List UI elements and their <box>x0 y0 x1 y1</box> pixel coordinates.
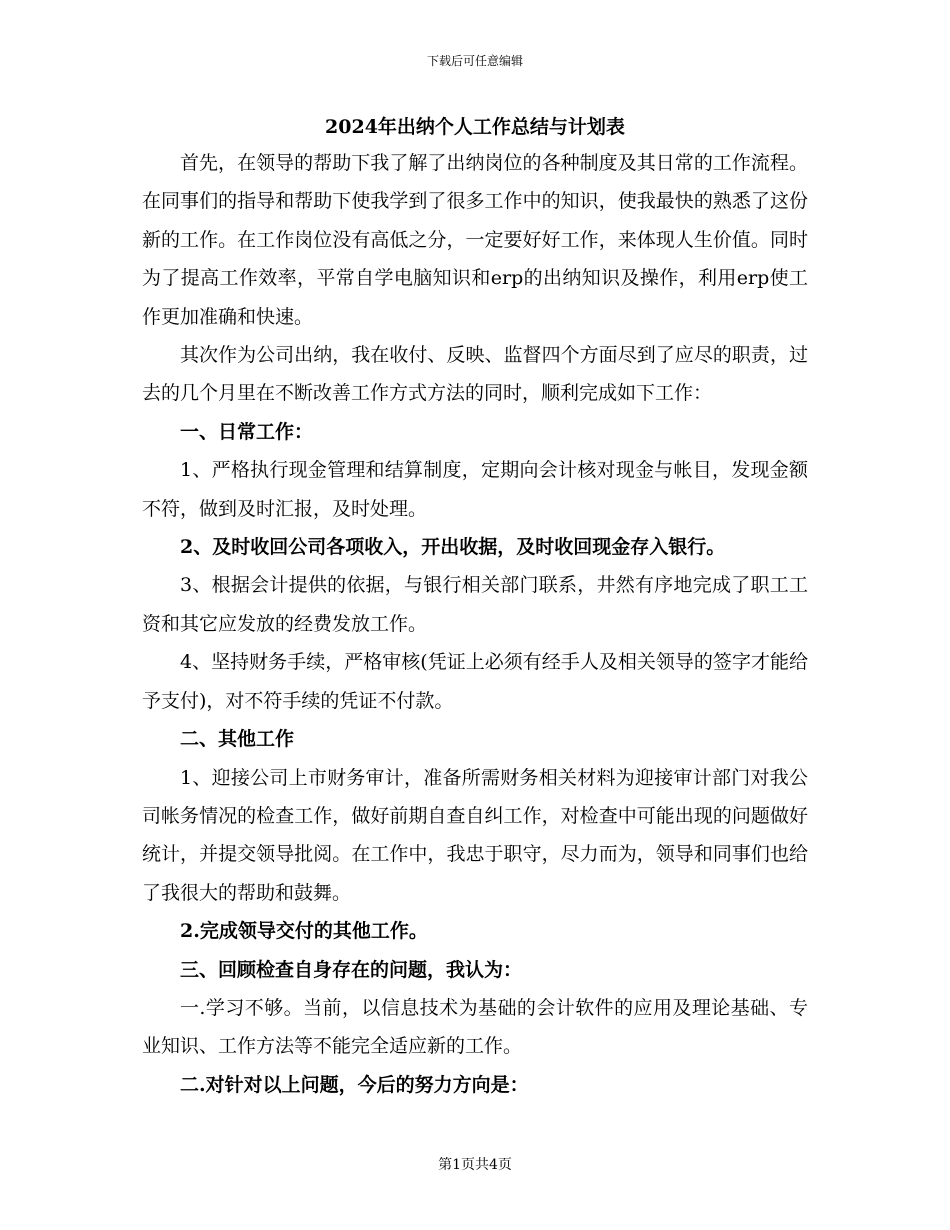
list-item-daily-4: 4、坚持财务手续，严格审核(凭证上必须有经手人及相关领导的签字才能给予支付)，对不符手续的凭证不付款。 <box>142 651 808 712</box>
list-item-other-2: 2.完成领导交付的其他工作。 <box>180 920 428 943</box>
list-item-daily-1: 1、严格执行现金管理和结算制度，定期向会计核对现金与帐目，发现金额不符，做到及时汇报，及时处理。 <box>142 459 808 520</box>
heading-improvement: 二.对针对以上问题，今后的努力方向是： <box>180 1073 529 1096</box>
list-item-daily-3: 3、根据会计提供的依据，与银行相关部门联系，井然有序地完成了职工工资和其它应发放的经费发放工作。 <box>142 574 808 635</box>
document-title: 2024年出纳个人工作总结与计划表 <box>325 116 625 138</box>
page-header: 下载后可任意编辑 <box>426 54 523 68</box>
heading-other-work: 二、其他工作 <box>180 728 295 751</box>
paragraph-intro: 首先，在领导的帮助下我了解了出纳岗位的各种制度及其日常的工作流程。在同事们的指导和帮助下使我学到了很多工作中的知识，使我最快的熟悉了这份新的工作。在工作岗位没有高低之分，一定要好好工作，来体现人生价值。同时为了提高工作效率，平常自学电脑知识和erp的出纳知识及操作，利用erp使工作更加准确和快速。 <box>142 152 808 328</box>
list-item-other-1: 1、迎接公司上市财务审计，准备所需财务相关材料为迎接审计部门对我公司帐务情况的检查工作，做好前期自查自纠工作，对检查中可能出现的问题做好统计，并提交领导批阅。在工作中，我忠于职守，尽力而为，领导和同事们也给了我很大的帮助和鼓舞。 <box>142 766 808 904</box>
heading-daily-work: 一、日常工作： <box>180 420 314 443</box>
page-footer: 第1页共4页 <box>438 1157 512 1173</box>
document-body <box>142 144 808 1104</box>
paragraph-duties: 其次作为公司出纳，我在收付、反映、监督四个方面尽到了应尽的职责，过去的几个月里在不断改善工作方式方法的同时，顺利完成如下工作： <box>142 344 808 405</box>
heading-review: 三、回顾检查自身存在的问题，我认为： <box>180 958 523 981</box>
list-item-review-1: 一.学习不够。当前，以信息技术为基础的会计软件的应用及理论基础、专业知识、工作方法等不能完全适应新的工作。 <box>142 996 808 1058</box>
list-item-daily-2: 2、及时收回公司各项收入，开出收据，及时收回现金存入银行。 <box>180 536 726 559</box>
